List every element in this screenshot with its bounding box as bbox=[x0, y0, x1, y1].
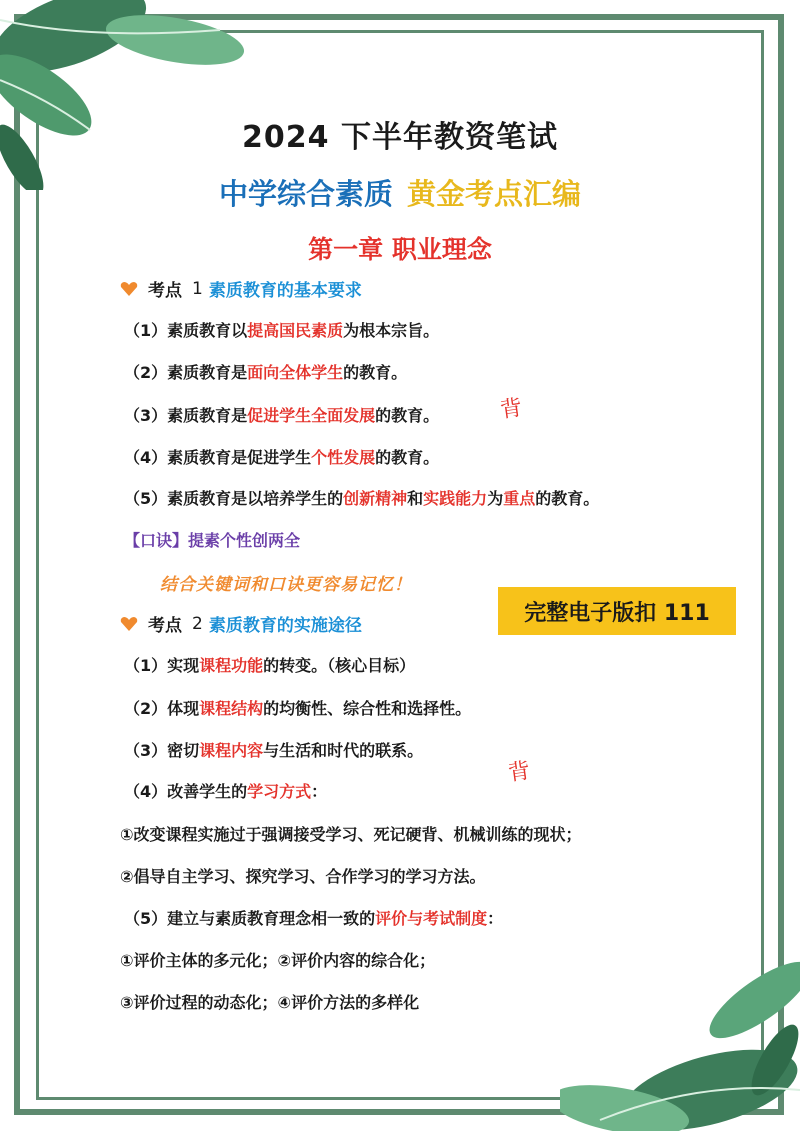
point1-line-3: （3）素质教育是促进学生全面发展的教育。 bbox=[124, 406, 440, 425]
point2-sub4-2: ②倡导自主学习、探究学习、合作学习的学习方法。 bbox=[120, 867, 486, 886]
promo-banner: 完整电子版扣 111 bbox=[498, 587, 736, 635]
point2-number: 2 bbox=[192, 613, 203, 634]
point1-line-4: （4）素质教育是促进学生个性发展的教育。 bbox=[124, 448, 440, 467]
point2-label: 考点 bbox=[148, 616, 182, 636]
point2-line-4: （4）改善学生的学习方式： bbox=[124, 782, 328, 801]
memory-tip: 结合关键词和口诀更容易记忆！ bbox=[160, 575, 412, 595]
point1-line-2: （2）素质教育是面向全体学生的教育。 bbox=[124, 363, 408, 382]
point1-line-5: （5）素质教育是以培养学生的创新精神和实践能力为重点的教育。 bbox=[124, 489, 600, 508]
point1-line-1: （1）素质教育以提高国民素质为根本宗旨。 bbox=[124, 321, 440, 340]
point2-sub5-2: ③评价过程的动态化；④评价方法的多样化 bbox=[120, 993, 420, 1012]
handwritten-note-1: 背 bbox=[498, 395, 524, 424]
point2-line-2: （2）体现课程结构的均衡性、综合性和选择性。 bbox=[124, 699, 472, 718]
subtitle-part2: 黄金考点汇编 bbox=[407, 177, 582, 211]
point2-sub5-1: ①评价主体的多元化；②评价内容的综合化； bbox=[120, 951, 436, 970]
point1-heading bbox=[120, 276, 362, 301]
leaf-decoration-bottom-right bbox=[560, 940, 800, 1131]
leaf-decoration-top-left bbox=[0, 0, 260, 190]
heart-icon bbox=[120, 617, 138, 631]
point2-sub4-1: ①改变课程实施过于强调接受学习、死记硬背、机械训练的现状； bbox=[120, 825, 582, 844]
point1-number: 1 bbox=[192, 278, 203, 299]
chapter-heading: 第一章 职业理念 bbox=[308, 235, 492, 264]
heart-icon bbox=[120, 282, 138, 296]
page-subtitle bbox=[0, 172, 800, 213]
point2-line-5: （5）建立与素质教育理念相一致的评价与考试制度： bbox=[124, 909, 504, 928]
point1-label: 考点 bbox=[148, 281, 182, 301]
point2-line-3: （3）密切课程内容与生活和时代的联系。 bbox=[124, 741, 424, 760]
subtitle-part1: 中学综合素质 bbox=[218, 177, 393, 211]
mnemonic: 【口诀】提素个性创两全 bbox=[124, 531, 301, 550]
point1-name: 素质教育的基本要求 bbox=[208, 281, 362, 301]
page-title: 2024 下半年教资笔试 bbox=[242, 120, 558, 155]
handwritten-note-2: 背 bbox=[506, 758, 532, 787]
point2-line-1: （1）实现课程功能的转变。（核心目标） bbox=[124, 656, 416, 675]
point2-name: 素质教育的实施途径 bbox=[208, 616, 362, 636]
point2-heading bbox=[120, 611, 362, 636]
